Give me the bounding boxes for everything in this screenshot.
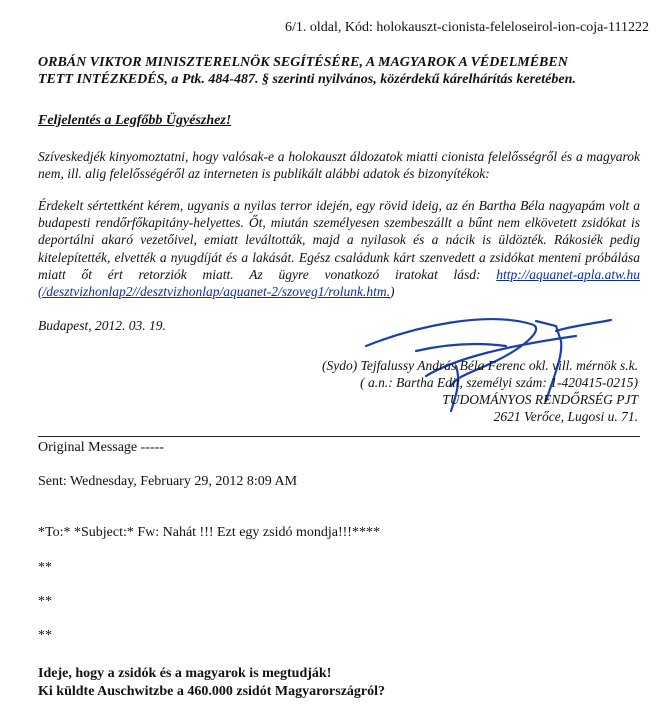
addressee-heading: Feljelentés a Legfőbb Ügyészhez! (38, 113, 232, 128)
reference-link[interactable]: http://aquanet-apla.atw.hu (/desztvizhonlap2//desztvizhonlap/aquanet-2/szoveg1/rolunk.htm. (38, 266, 640, 300)
page-header-code: 6/1. oldal, Kód: holokauszt-cionista-feleloseirol-ion-coja-111222 (284, 20, 649, 35)
star-line-1: ** (38, 560, 52, 575)
body-tail: ) (389, 284, 395, 300)
body-text: Érdekelt sértettként kérem, ugyanis a nyilas terror idején, egy rövid ideig, az én Bartha Béla nagyapám volt a budapesti rendőrfőkapitány-helyettes. Őt, miután személyesen szembeszállt a bűnt nem elkövetett zsidókat is deportálni akaró vezetőivel, emiatt leváltották, majd a nyilasok és a nácik is üldözték. Rákosiék pedig kitelepítették, elvették a nyugdíját és a lakását. Egész családunk kárt szenvedett a zsidókat menteni próbálása miatt őt ért retorziók miatt. Az ügyre vonatkozó iratokat lásd: (38, 198, 640, 282)
original-message-label: Original Message ----- (38, 440, 164, 455)
star-line-3: ** (38, 628, 52, 643)
signer-id: ( a.n.: Bartha Edit, személyi szám: 1-420415-0215) (360, 375, 638, 390)
address: 2621 Verőce, Lugosi u. 71. (493, 409, 638, 424)
document-date: Budapest, 2012. 03. 19. (38, 318, 166, 333)
title-line-2: TETT INTÉZKEDÉS, a Ptk. 484-487. § szerinti nyilvános, közérdekű kárelhárítás keretében. (38, 72, 576, 87)
divider (38, 436, 640, 437)
title-line-1: ORBÁN VIKTOR MINISZTERELNÖK SEGÍTÉSÉRE, A MAGYAROK A VÉDELMÉBEN (38, 55, 568, 70)
star-line-2: ** (38, 594, 52, 609)
to-subject-line: *To:* *Subject:* Fw: Nahát !!! Ezt egy zsidó mondja!!!**** (38, 525, 380, 540)
organization: TUDOMÁNYOS RENDŐRSÉG PJT (442, 392, 638, 407)
signature-block (258, 357, 638, 425)
sent-line: Sent: Wednesday, February 29, 2012 8:09 AM (38, 474, 298, 489)
body-paragraph (38, 197, 640, 300)
intro-paragraph: Szíveskedjék kinyomoztatni, hogy valósak-e a holokauszt áldozatok miatti cionista felelősségről és a magyarok nem, ill. alig felelősségéről az interneten is publikált alábbi adatok és bizonyítékok: (38, 149, 640, 181)
document-title (38, 54, 638, 88)
bold-line-2: Ki küldte Auschwitzbe a 460.000 zsidót Magyarországról? (38, 684, 386, 699)
signer-name: (Sydo) Tejfalussy András Béla Ferenc okl. vill. mérnök s.k. (322, 358, 638, 373)
bold-line-1: Ideje, hogy a zsidók és a magyarok is megtudják! (38, 666, 332, 681)
